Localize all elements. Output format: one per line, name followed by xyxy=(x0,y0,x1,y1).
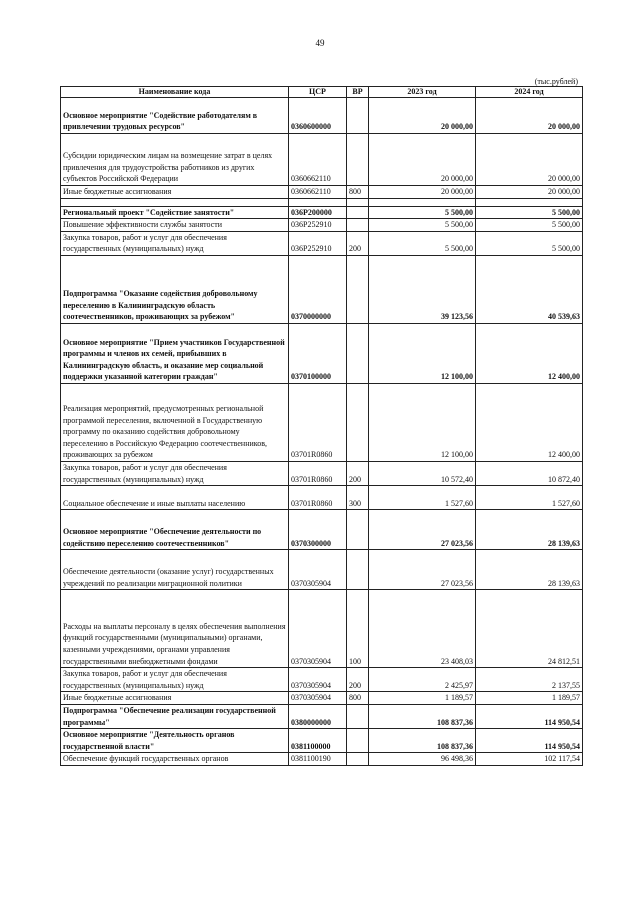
row-vr-cell: 200 xyxy=(347,231,369,255)
row-2023-cell: 1 189,57 xyxy=(369,692,476,705)
table-row xyxy=(61,198,583,206)
table-row xyxy=(61,98,583,134)
row-2024-cell: 20 000,00 xyxy=(476,98,583,134)
row-name-cell: Подпрограмма "Обеспечение реализации государственной программы" xyxy=(61,704,289,728)
row-2024-cell: 10 872,40 xyxy=(476,461,583,485)
table-row xyxy=(61,590,583,668)
table-row xyxy=(61,692,583,705)
row-2024-cell: 102 117,54 xyxy=(476,753,583,766)
row-name-cell: Основное мероприятие "Прием участников Государственной программы и членов их семей, прибывших в Калининградскую область, и оказание мер социальной поддержки указанной категории граждан" xyxy=(61,323,289,383)
row-csr-cell: 0360600000 xyxy=(289,98,347,134)
page-number: 49 xyxy=(315,38,325,48)
row-csr-cell: 036Р252910 xyxy=(289,231,347,255)
row-2023-cell: 12 100,00 xyxy=(369,323,476,383)
row-2023-cell: 5 500,00 xyxy=(369,219,476,232)
row-name-cell: Социальное обеспечение и иные выплаты населению xyxy=(61,486,289,510)
row-csr-cell: 0370305904 xyxy=(289,590,347,668)
row-csr-cell xyxy=(289,198,347,206)
row-vr-cell: 300 xyxy=(347,486,369,510)
header-2024: 2024 год xyxy=(476,87,583,98)
row-csr-cell: 0370305904 xyxy=(289,550,347,590)
table-row xyxy=(61,134,583,186)
row-vr-cell xyxy=(347,753,369,766)
table-header-row xyxy=(61,87,583,98)
row-vr-cell xyxy=(347,729,369,753)
row-2023-cell: 108 837,36 xyxy=(369,704,476,728)
table-row xyxy=(61,255,583,323)
row-csr-cell: 036Р252910 xyxy=(289,219,347,232)
row-2023-cell: 96 498,36 xyxy=(369,753,476,766)
row-vr-cell xyxy=(347,255,369,323)
row-name-cell: Основное мероприятие "Содействие работодателям в привлечении трудовых ресурсов" xyxy=(61,98,289,134)
row-2024-cell: 114 950,54 xyxy=(476,704,583,728)
row-name-cell: Иные бюджетные ассигнования xyxy=(61,692,289,705)
row-2024-cell: 24 812,51 xyxy=(476,590,583,668)
row-2024-cell: 12 400,00 xyxy=(476,323,583,383)
row-2024-cell: 28 139,63 xyxy=(476,510,583,550)
row-2023-cell: 20 000,00 xyxy=(369,186,476,199)
row-csr-cell: 0360662110 xyxy=(289,134,347,186)
table-row xyxy=(61,461,583,485)
row-vr-cell xyxy=(347,323,369,383)
row-csr-cell: 0380000000 xyxy=(289,704,347,728)
row-name-cell: Повышение эффективности службы занятости xyxy=(61,219,289,232)
row-2023-cell: 20 000,00 xyxy=(369,134,476,186)
row-csr-cell: 0370000000 xyxy=(289,255,347,323)
row-2023-cell: 12 100,00 xyxy=(369,383,476,461)
table-row xyxy=(61,704,583,728)
row-2024-cell: 2 137,55 xyxy=(476,668,583,692)
table-row xyxy=(61,231,583,255)
row-vr-cell: 800 xyxy=(347,186,369,199)
row-vr-cell xyxy=(347,98,369,134)
row-name-cell: Субсидии юридическим лицам на возмещение затрат в целях привлечения для трудоустройства работников из других субъектов Российской Федерации xyxy=(61,134,289,186)
row-name-cell: Обеспечение функций государственных органов xyxy=(61,753,289,766)
table-row xyxy=(61,383,583,461)
table-row xyxy=(61,219,583,232)
row-vr-cell xyxy=(347,510,369,550)
row-csr-cell: 03701R0860 xyxy=(289,383,347,461)
row-csr-cell: 036Р200000 xyxy=(289,206,347,219)
row-name-cell: Обеспечение деятельности (оказание услуг) государственных учреждений по реализации миграционной политики xyxy=(61,550,289,590)
row-csr-cell: 0370305904 xyxy=(289,668,347,692)
row-2023-cell: 5 500,00 xyxy=(369,231,476,255)
row-vr-cell: 200 xyxy=(347,461,369,485)
row-2024-cell: 12 400,00 xyxy=(476,383,583,461)
table-row xyxy=(61,729,583,753)
row-2024-cell xyxy=(476,198,583,206)
row-csr-cell: 0360662110 xyxy=(289,186,347,199)
row-csr-cell: 03701R0860 xyxy=(289,486,347,510)
row-csr-cell: 0370300000 xyxy=(289,510,347,550)
row-name-cell: Закупка товаров, работ и услуг для обеспечения государственных (муниципальных) нужд xyxy=(61,668,289,692)
table-row xyxy=(61,753,583,766)
row-2023-cell: 10 572,40 xyxy=(369,461,476,485)
row-2024-cell: 20 000,00 xyxy=(476,186,583,199)
row-csr-cell: 0381100190 xyxy=(289,753,347,766)
row-csr-cell: 0381100000 xyxy=(289,729,347,753)
header-name: Наименование кода xyxy=(61,87,289,98)
row-2023-cell: 108 837,36 xyxy=(369,729,476,753)
row-2023-cell: 27 023,56 xyxy=(369,550,476,590)
row-name-cell: Закупка товаров, работ и услуг для обеспечения государственных (муниципальных) нужд xyxy=(61,231,289,255)
table-row xyxy=(61,510,583,550)
row-2024-cell: 5 500,00 xyxy=(476,231,583,255)
row-name-cell: Подпрограмма "Оказание содействия добровольному переселению в Калининградскую область соотечественников, проживающих за рубежом" xyxy=(61,255,289,323)
row-2024-cell: 114 950,54 xyxy=(476,729,583,753)
table-row xyxy=(61,668,583,692)
row-2024-cell: 5 500,00 xyxy=(476,206,583,219)
row-csr-cell: 0370100000 xyxy=(289,323,347,383)
row-vr-cell xyxy=(347,383,369,461)
row-name-cell xyxy=(61,198,289,206)
row-2023-cell: 2 425,97 xyxy=(369,668,476,692)
table-row xyxy=(61,486,583,510)
table-row xyxy=(61,206,583,219)
table-row xyxy=(61,550,583,590)
row-name-cell: Основное мероприятие "Деятельность органов государственной власти" xyxy=(61,729,289,753)
row-vr-cell xyxy=(347,704,369,728)
row-name-cell: Расходы на выплаты персоналу в целях обеспечения выполнения функций государственными (муниципальными) органами, казенными учреждениями, органами управления государственными внебюджетными фондами xyxy=(61,590,289,668)
row-2024-cell: 20 000,00 xyxy=(476,134,583,186)
row-vr-cell xyxy=(347,198,369,206)
row-name-cell: Основное мероприятие "Обеспечение деятельности по содействию переселению соотечественников" xyxy=(61,510,289,550)
row-2023-cell xyxy=(369,198,476,206)
row-2023-cell: 5 500,00 xyxy=(369,206,476,219)
row-2023-cell: 39 123,56 xyxy=(369,255,476,323)
row-2023-cell: 20 000,00 xyxy=(369,98,476,134)
row-name-cell: Реализация мероприятий, предусмотренных региональной программой переселения, включенной в Государственную программу по оказанию содействия добровольному переселению в Российскую Федерацию соотечественников, проживающих за рубежом xyxy=(61,383,289,461)
row-vr-cell xyxy=(347,134,369,186)
row-name-cell: Региональный проект "Содействие занятости" xyxy=(61,206,289,219)
row-2024-cell: 28 139,63 xyxy=(476,550,583,590)
row-2023-cell: 27 023,56 xyxy=(369,510,476,550)
row-2024-cell: 1 189,57 xyxy=(476,692,583,705)
row-2024-cell: 5 500,00 xyxy=(476,219,583,232)
row-csr-cell: 0370305904 xyxy=(289,692,347,705)
row-2023-cell: 23 408,03 xyxy=(369,590,476,668)
row-csr-cell: 03701R0860 xyxy=(289,461,347,485)
row-vr-cell xyxy=(347,219,369,232)
row-vr-cell: 100 xyxy=(347,590,369,668)
row-name-cell: Иные бюджетные ассигнования xyxy=(61,186,289,199)
table-row xyxy=(61,186,583,199)
row-2024-cell: 1 527,60 xyxy=(476,486,583,510)
header-vr: ВР xyxy=(347,87,369,98)
row-2023-cell: 1 527,60 xyxy=(369,486,476,510)
row-vr-cell xyxy=(347,206,369,219)
row-2024-cell: 40 539,63 xyxy=(476,255,583,323)
row-name-cell: Закупка товаров, работ и услуг для обеспечения государственных (муниципальных) нужд xyxy=(61,461,289,485)
header-csr: ЦСР xyxy=(289,87,347,98)
row-vr-cell: 200 xyxy=(347,668,369,692)
row-vr-cell xyxy=(347,550,369,590)
table-body xyxy=(61,98,583,766)
budget-table xyxy=(60,86,583,766)
table-row xyxy=(61,323,583,383)
header-2023: 2023 год xyxy=(369,87,476,98)
row-vr-cell: 800 xyxy=(347,692,369,705)
units-label: (тыс.рублей) xyxy=(534,77,578,86)
